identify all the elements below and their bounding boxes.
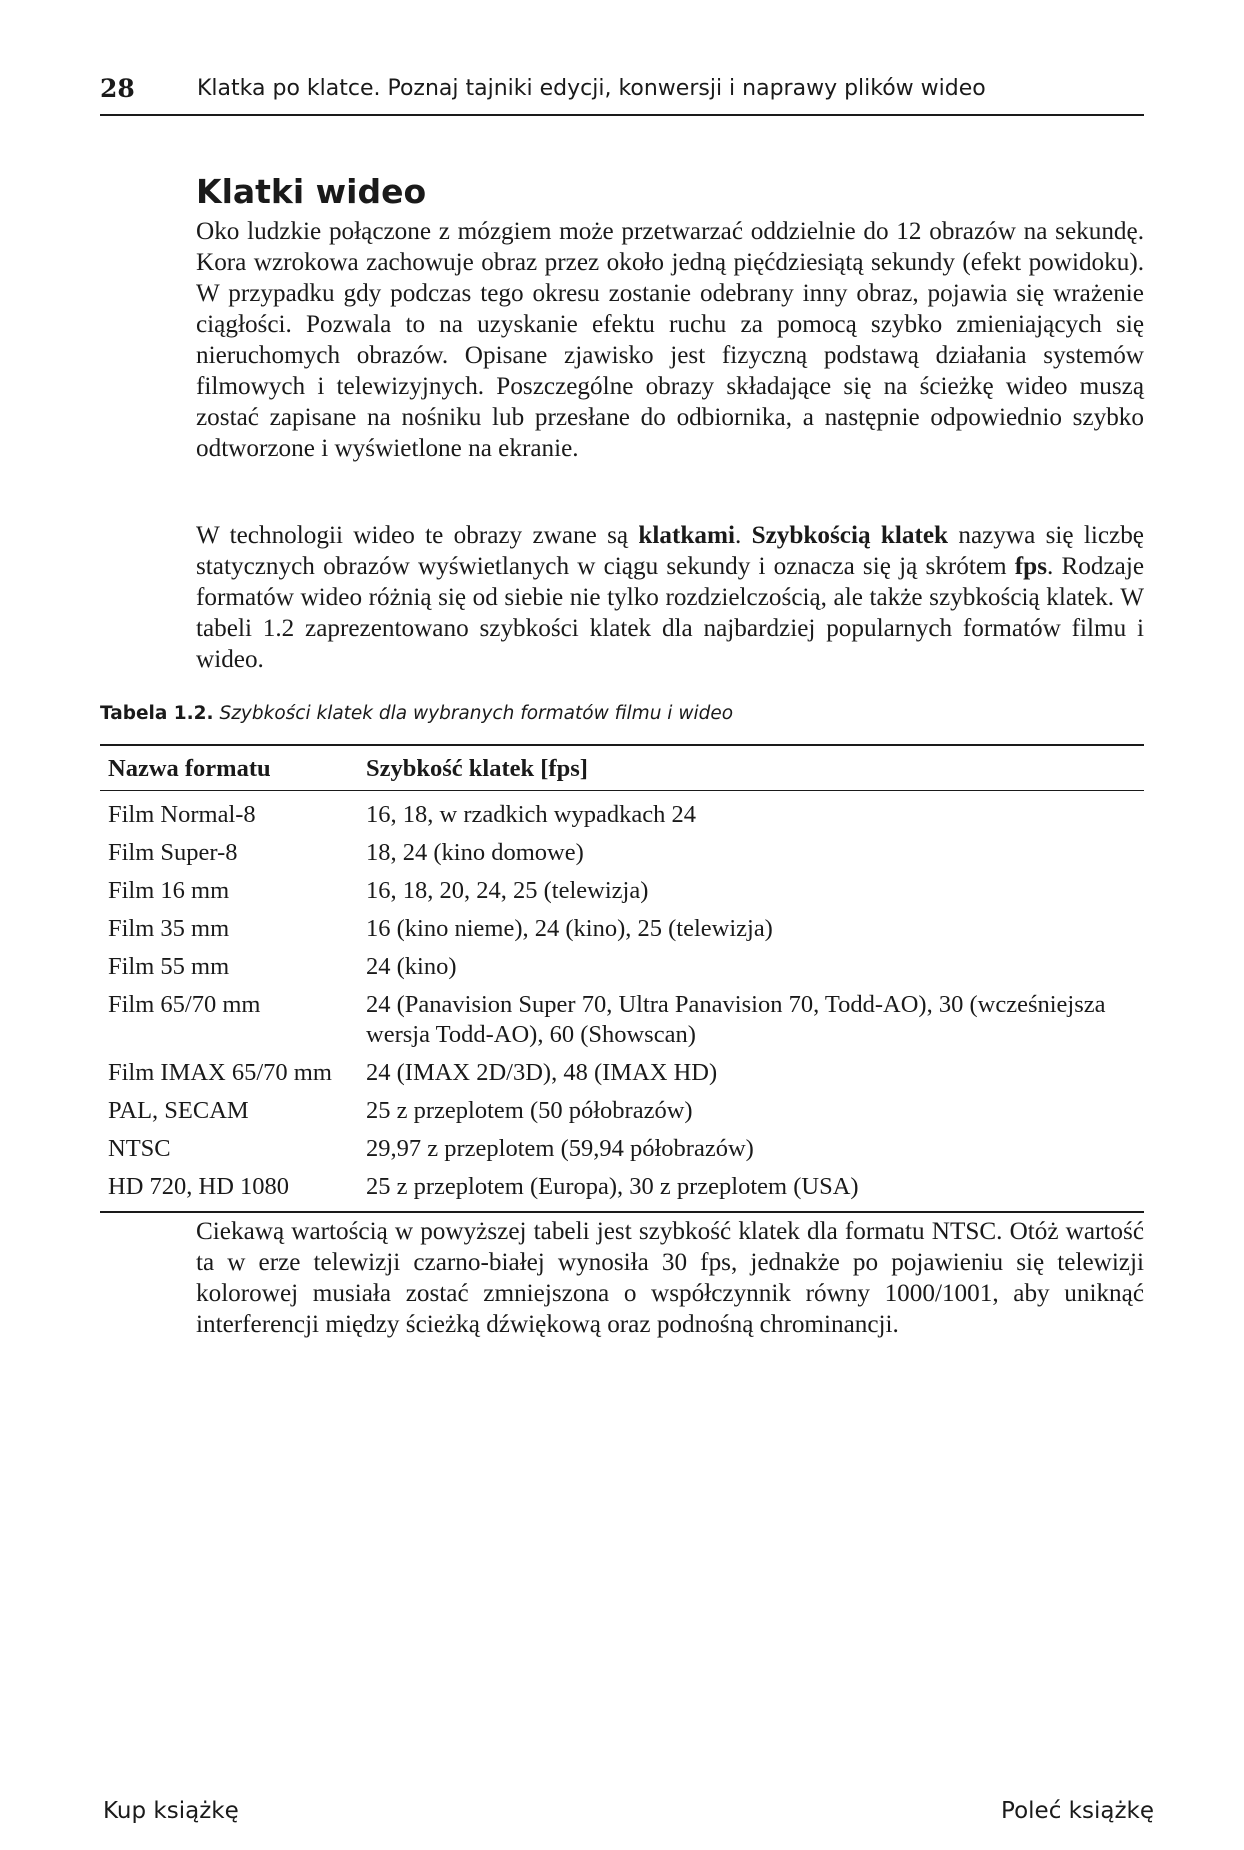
recommend-book-link[interactable]: Poleć książkę (1001, 1798, 1154, 1824)
paragraph-text: nazywa się liczbę statycznych obrazów wyświetlanych w ciągu sekundy i oznacza się ją skrótem (196, 522, 1144, 580)
paragraph-frames-perception: Oko ludzkie połączone z mózgiem może przetwarzać oddzielnie do 12 obrazów na sekundę. Kora wzrokowa zachowuje obraz przez około jedną pięćdziesiątą sekundy (efekt powidoku). W przypadku gdy podczas tego okresu zostanie odebrany inny obraz, pojawia się wrażenie ciągłości. Pozwala to na uzyskanie efektu ruchu za pomocą szybko zmieniających się nieruchomych obrazów. Opisane zjawisko jest fizyczną podstawą działania systemów filmowych i telewizyjnych. Poszczególne obrazy składające się na ścieżkę wideo muszą zostać zapisane na nośniku lub przesłane do odbiornika, a następnie odpowiednio szybko odtworzone i wyświetlone na ekranie. (196, 218, 1144, 462)
rate-cell: 18, 24 (kino domowe) (366, 839, 584, 866)
term-szybkosc-klatek: Szybkością klatek (751, 522, 949, 549)
section-title: Klatki wideo (196, 172, 427, 211)
format-cell: Film IMAX 65/70 mm (108, 1059, 332, 1086)
format-cell: Film 16 mm (108, 877, 230, 904)
frame-rate-table (100, 744, 1144, 1213)
rate-cell: 16, 18, w rzadkich wypadkach 24 (366, 801, 696, 828)
table-row (100, 986, 1144, 1054)
paragraph-ntsc-note: Ciekawą wartością w powyższej tabeli jest szybkość klatek dla formatu NTSC. Otóż wartość ta w erze telewizji czarno-białej wynosiła 30 fps, jednakże po pojawieniu się telewizji kolorowej musiała zostać zmniejszona o współczynnik równy 1000/1001, aby uniknąć interferencji między ścieżką dźwiękową oraz podnośną chrominancji. (196, 1218, 1144, 1338)
format-cell: NTSC (108, 1135, 171, 1162)
paragraph-text: W technologii wideo te obrazy zwane są (196, 522, 639, 549)
rate-cell: 25 z przeplotem (50 półobrazów) (366, 1097, 693, 1124)
rate-cell: 24 (IMAX 2D/3D), 48 (IMAX HD) (366, 1059, 718, 1086)
running-header (100, 66, 1144, 116)
format-cell: HD 720, HD 1080 (108, 1173, 290, 1200)
table-caption-label: Tabela 1.2. (100, 703, 214, 724)
rate-cell: 24 (Panavision Super 70, Ultra Panavision 70, Todd-AO), 30 (wcześniejsza wersja Todd-AO), 60 (Showscan) (366, 991, 1106, 1048)
format-cell: PAL, SECAM (108, 1097, 249, 1124)
paragraph-text: . Rodzaje formatów wideo różnią się od siebie nie tylko rozdzielczością, ale także szybkością klatek. W tabeli 1.2 zaprezentowano szybkości klatek dla najbardziej popularnych formatów filmu i wideo. (196, 553, 1145, 673)
table-row (100, 1168, 1144, 1212)
format-cell: Film Normal-8 (108, 801, 256, 828)
table-row (100, 1054, 1144, 1092)
page-number: 28 (100, 74, 135, 103)
table-caption (100, 703, 733, 724)
table-row (100, 1130, 1144, 1168)
format-cell: Film 35 mm (108, 915, 230, 942)
header-format-name: Nazwa formatu (100, 745, 358, 791)
table-header-row (100, 745, 1144, 791)
rate-cell: 16, 18, 20, 24, 25 (telewizja) (366, 877, 649, 904)
table-row (100, 1092, 1144, 1130)
rate-cell: 24 (kino) (366, 953, 457, 980)
table-row (100, 910, 1144, 948)
term-klatkami: klatkami (638, 522, 735, 549)
header-frame-rate: Szybkość klatek [fps] (358, 745, 1144, 791)
table-row (100, 948, 1144, 986)
rate-cell: 29,97 z przeplotem (59,94 półobrazów) (366, 1135, 754, 1162)
table-row (100, 834, 1144, 872)
term-fps: fps (1014, 553, 1047, 580)
format-cell: Film 55 mm (108, 953, 230, 980)
paragraph-fps-definition (196, 520, 1144, 675)
table-row (100, 872, 1144, 910)
format-cell: Film 65/70 mm (108, 991, 261, 1018)
buy-book-link[interactable]: Kup książkę (103, 1798, 239, 1824)
paragraph-text: . (734, 522, 752, 549)
table-row (100, 791, 1144, 835)
rate-cell: 25 z przeplotem (Europa), 30 z przeplotem (USA) (366, 1173, 859, 1200)
format-cell: Film Super-8 (108, 839, 238, 866)
rate-cell: 16 (kino nieme), 24 (kino), 25 (telewizja) (366, 915, 773, 942)
table-caption-text: Szybkości klatek dla wybranych formatów filmu i wideo (219, 703, 734, 724)
running-title: Klatka po klatce. Poznaj tajniki edycji, konwersji i naprawy plików wideo (197, 76, 986, 101)
